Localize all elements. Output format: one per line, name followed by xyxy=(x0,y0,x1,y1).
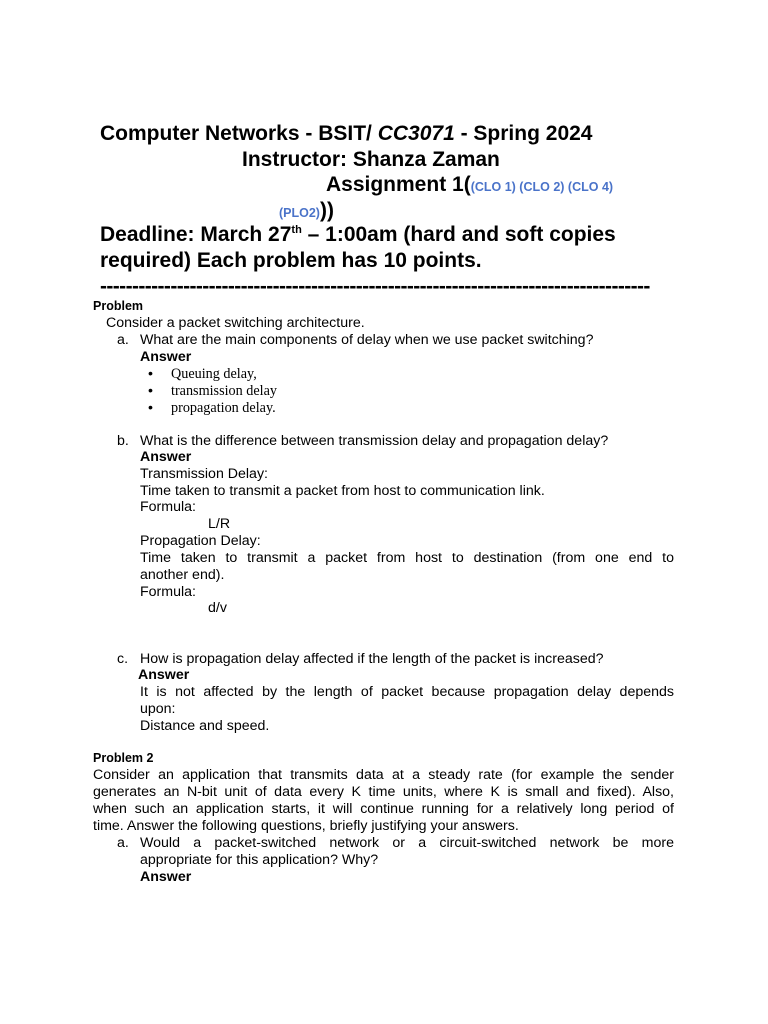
problem-1-intro: Consider a packet switching architecture. xyxy=(106,315,365,331)
question-2a-line-2: appropriate for this application? Why? xyxy=(140,852,379,868)
course-code: CC3071 xyxy=(377,122,455,145)
answer-1b-label: Answer xyxy=(140,449,192,465)
question-2a-line-1: Would a packet-switched network or a circuit-switched network be more xyxy=(140,835,674,851)
question-1b-marker: b. xyxy=(117,433,129,449)
problem-2-intro-line: generates an N-bit unit of data every K time units, where K is small and fixed). Also, xyxy=(93,784,674,800)
transmission-formula: L/R xyxy=(208,516,231,532)
question-2a-marker: a. xyxy=(117,835,129,851)
answer-1c-line-1: It is not affected by the length of packet because propagation delay depends xyxy=(140,684,674,700)
transmission-delay-title: Transmission Delay: xyxy=(140,466,268,482)
question-1a: What are the main components of delay when we use packet switching? xyxy=(140,332,594,348)
answer-1a-label: Answer xyxy=(140,349,192,365)
propagation-delay-desc-1: Time taken to transmit a packet from host to destination (from one end to xyxy=(140,550,674,566)
instructor-line: Instructor: Shanza Zaman xyxy=(242,148,500,171)
question-1c: How is propagation delay affected if the length of the packet is increased? xyxy=(140,651,604,667)
deadline-line-2: required) Each problem has 10 points. xyxy=(100,249,482,272)
question-1b: What is the difference between transmission delay and propagation delay? xyxy=(140,433,609,449)
problem-2-intro-line: when such an application starts, it will continue running for a relatively long period of xyxy=(93,801,674,817)
list-item: • transmission delay xyxy=(140,383,277,400)
question-1a-marker: a. xyxy=(117,332,129,348)
deadline-line-1: Deadline: March 27th – 1:00am (hard and soft copies xyxy=(100,223,616,246)
list-item: • propagation delay. xyxy=(140,400,277,417)
answer-1c-line-2: upon: xyxy=(140,701,176,717)
propagation-delay-title: Propagation Delay: xyxy=(140,533,261,549)
transmission-delay-desc: Time taken to transmit a packet from host to communication link. xyxy=(140,483,545,499)
plo-tag: (PLO2) xyxy=(279,206,320,220)
formula-label: Formula: xyxy=(140,499,196,515)
answer-1c-label: Answer xyxy=(138,667,190,683)
question-1c-marker: c. xyxy=(117,651,129,667)
answer-2a-label: Answer xyxy=(140,869,192,885)
propagation-delay-desc-2: another end). xyxy=(140,567,225,583)
document-title: Computer Networks - BSIT/ CC3071 - Spring 2024 xyxy=(100,122,593,145)
delay-components-list xyxy=(140,366,277,417)
problem-2-heading: Problem 2 xyxy=(93,751,154,765)
clo-tags: (CLO 1) (CLO 2) (CLO 4) xyxy=(470,180,614,194)
problem-2-intro-line: time. Answer the following questions, briefly justifying your answers. xyxy=(93,818,519,834)
formula-label: Formula: xyxy=(140,584,196,600)
list-item: • Queuing delay, xyxy=(140,366,277,383)
divider-line: -------------------------------------------------------------------------------------- xyxy=(100,275,650,298)
propagation-formula: d/v xyxy=(208,600,227,616)
problem-1-heading: Problem xyxy=(93,299,144,313)
answer-1c-line-3: Distance and speed. xyxy=(140,718,270,734)
assignment-line: Assignment 1((CLO 1) (CLO 2) (CLO 4) xyxy=(326,173,614,196)
plo-line: (PLO2))) xyxy=(279,199,334,222)
problem-2-intro-line: Consider an application that transmits data at a steady rate (for example the sender xyxy=(93,767,674,783)
